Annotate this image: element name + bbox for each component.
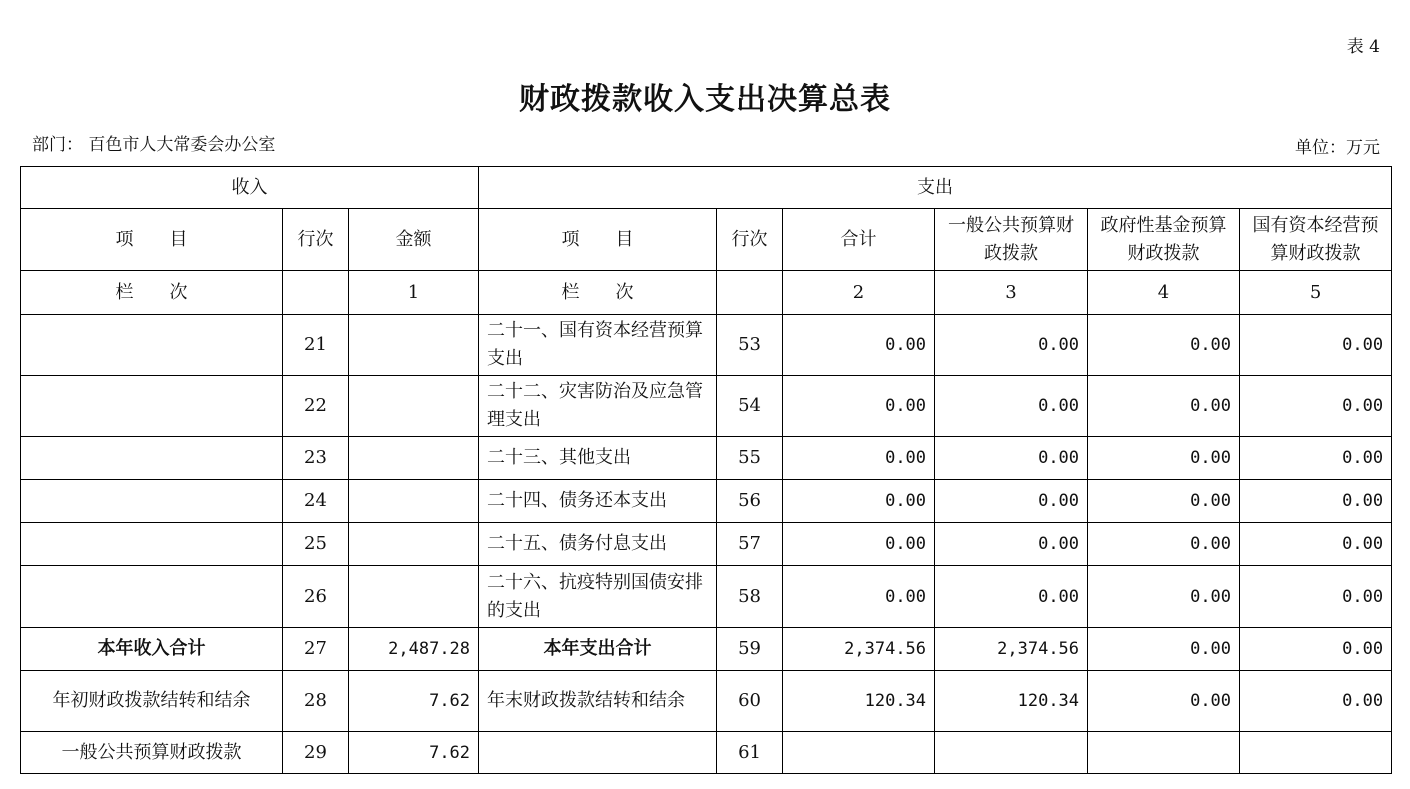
expense-capital: 0.00 <box>1240 566 1392 628</box>
income-amount: 2,487.28 <box>349 628 479 671</box>
header-row-columns <box>21 209 1392 271</box>
unit-label: 单位：万元 <box>1295 138 1380 158</box>
expense-total: 0.00 <box>783 315 935 376</box>
income-line: 21 <box>283 315 349 376</box>
department-label: 部门： 百色市人大常委会办公室 <box>32 135 276 155</box>
income-line: 28 <box>283 671 349 732</box>
expense-capital: 0.00 <box>1240 671 1392 732</box>
income-amount-header: 金额 <box>349 209 479 271</box>
table-row <box>21 480 1392 523</box>
expense-line: 60 <box>717 671 783 732</box>
income-amount <box>349 376 479 437</box>
expense-total: 0.00 <box>783 376 935 437</box>
expense-item: 二十三、其他支出 <box>479 437 717 480</box>
expense-total: 2,374.56 <box>783 628 935 671</box>
expense-line: 54 <box>717 376 783 437</box>
expense-line-blank <box>717 271 783 315</box>
header-row-sections <box>21 167 1392 209</box>
expense-fund: 0.00 <box>1088 437 1240 480</box>
expense-fund: 0.00 <box>1088 671 1240 732</box>
total-header: 合计 <box>783 209 935 271</box>
expense-fund: 0.00 <box>1088 523 1240 566</box>
income-item <box>21 315 283 376</box>
income-item <box>21 376 283 437</box>
income-amount: 7.62 <box>349 732 479 774</box>
income-amount <box>349 315 479 376</box>
expense-total: 0.00 <box>783 437 935 480</box>
expense-capital: 0.00 <box>1240 480 1392 523</box>
expense-general <box>935 732 1088 774</box>
table-row <box>21 523 1392 566</box>
expense-total: 0.00 <box>783 480 935 523</box>
expense-capital: 0.00 <box>1240 376 1392 437</box>
expense-item: 年末财政拨款结转和结余 <box>479 671 717 732</box>
expense-line: 59 <box>717 628 783 671</box>
income-line: 23 <box>283 437 349 480</box>
income-line: 24 <box>283 480 349 523</box>
income-amount <box>349 566 479 628</box>
column-number-row <box>21 271 1392 315</box>
income-line-header: 行次 <box>283 209 349 271</box>
table-row <box>21 437 1392 480</box>
expense-total-label: 本年支出合计 <box>479 628 717 671</box>
income-amount: 7.62 <box>349 671 479 732</box>
expense-fund: 0.00 <box>1088 376 1240 437</box>
expense-capital: 0.00 <box>1240 628 1392 671</box>
table-row <box>21 732 1392 774</box>
expense-item-header: 项 目 <box>479 209 717 271</box>
table-number: 表 4 <box>1346 37 1380 57</box>
income-line: 22 <box>283 376 349 437</box>
expense-capital: 0.00 <box>1240 315 1392 376</box>
income-item <box>21 437 283 480</box>
page-title: 财政拨款收入支出决算总表 <box>519 82 891 117</box>
expense-general: 0.00 <box>935 566 1088 628</box>
income-item-header: 项 目 <box>21 209 283 271</box>
expense-fund: 0.00 <box>1088 566 1240 628</box>
income-column-label: 栏 次 <box>21 271 283 315</box>
expense-general: 0.00 <box>935 523 1088 566</box>
expense-item <box>479 732 717 774</box>
income-line: 26 <box>283 566 349 628</box>
gov-fund-header: 政府性基金预算财政拨款 <box>1088 209 1240 271</box>
expense-fund: 0.00 <box>1088 480 1240 523</box>
column-2: 2 <box>783 271 935 315</box>
income-item <box>21 566 283 628</box>
income-line-blank <box>283 271 349 315</box>
expense-total <box>783 732 935 774</box>
income-item <box>21 480 283 523</box>
income-item: 一般公共预算财政拨款 <box>21 732 283 774</box>
income-amount <box>349 523 479 566</box>
table-row <box>21 376 1392 437</box>
expense-total: 0.00 <box>783 523 935 566</box>
expense-item: 二十一、国有资本经营预算支出 <box>479 315 717 376</box>
expense-line: 61 <box>717 732 783 774</box>
expense-item: 二十二、灾害防治及应急管理支出 <box>479 376 717 437</box>
expense-item: 二十五、债务付息支出 <box>479 523 717 566</box>
column-5: 5 <box>1240 271 1392 315</box>
expense-general: 0.00 <box>935 437 1088 480</box>
appropriation-summary-table <box>20 166 1392 774</box>
income-section-header: 收入 <box>21 167 479 209</box>
column-4: 4 <box>1088 271 1240 315</box>
expense-fund: 0.00 <box>1088 628 1240 671</box>
column-3: 3 <box>935 271 1088 315</box>
income-amount <box>349 437 479 480</box>
income-line: 25 <box>283 523 349 566</box>
expense-line: 53 <box>717 315 783 376</box>
expense-line: 58 <box>717 566 783 628</box>
expense-item: 二十四、债务还本支出 <box>479 480 717 523</box>
expense-line: 57 <box>717 523 783 566</box>
expense-line-header: 行次 <box>717 209 783 271</box>
income-item <box>21 523 283 566</box>
income-line: 27 <box>283 628 349 671</box>
expense-line: 56 <box>717 480 783 523</box>
expense-section-header: 支出 <box>479 167 1392 209</box>
income-amount <box>349 480 479 523</box>
totals-row <box>21 628 1392 671</box>
income-line: 29 <box>283 732 349 774</box>
expense-general: 0.00 <box>935 480 1088 523</box>
expense-general: 0.00 <box>935 315 1088 376</box>
expense-column-label: 栏 次 <box>479 271 717 315</box>
expense-total: 0.00 <box>783 566 935 628</box>
expense-fund <box>1088 732 1240 774</box>
expense-total: 120.34 <box>783 671 935 732</box>
state-capital-header: 国有资本经营预算财政拨款 <box>1240 209 1392 271</box>
column-1: 1 <box>349 271 479 315</box>
expense-general: 2,374.56 <box>935 628 1088 671</box>
expense-capital <box>1240 732 1392 774</box>
table-row <box>21 315 1392 376</box>
income-item: 年初财政拨款结转和结余 <box>21 671 283 732</box>
expense-general: 0.00 <box>935 376 1088 437</box>
expense-item: 二十六、抗疫特别国债安排的支出 <box>479 566 717 628</box>
expense-fund: 0.00 <box>1088 315 1240 376</box>
expense-capital: 0.00 <box>1240 523 1392 566</box>
table-row <box>21 671 1392 732</box>
income-total-label: 本年收入合计 <box>21 628 283 671</box>
general-budget-header: 一般公共预算财政拨款 <box>935 209 1088 271</box>
expense-capital: 0.00 <box>1240 437 1392 480</box>
expense-general: 120.34 <box>935 671 1088 732</box>
expense-line: 55 <box>717 437 783 480</box>
table-row <box>21 566 1392 628</box>
